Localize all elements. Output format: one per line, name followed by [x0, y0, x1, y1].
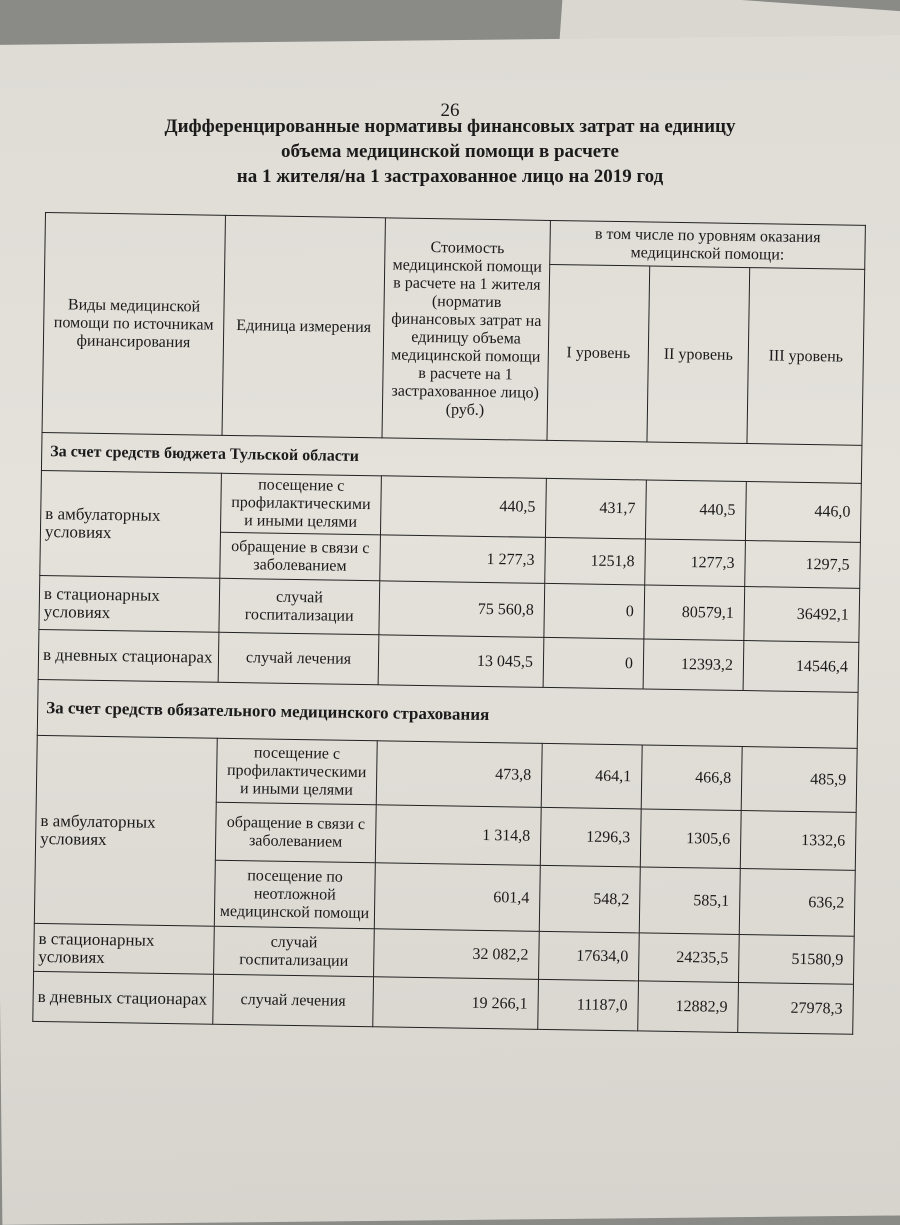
- row-kind: в дневных стационарах: [38, 629, 219, 682]
- row-cost: 32 082,2: [374, 929, 540, 980]
- title-line-3: на 1 жителя/на 1 застрахованное лицо на 2019 год: [236, 166, 664, 187]
- row-level-3: 485,9: [741, 747, 857, 813]
- section-title-budget: За счет средств бюджета Тульской области: [41, 432, 862, 483]
- row-level-2: 1277,3: [645, 539, 746, 587]
- row-unit: случай лечения: [218, 632, 379, 685]
- title-line-2: объема медицинской помощи в расчете: [280, 141, 619, 162]
- row-kind: в стационарных условиях: [34, 923, 215, 974]
- row-level-1: 17634,0: [539, 931, 640, 981]
- row-unit: посещение с профилактическими и иными целями: [216, 738, 377, 805]
- row-level-1: 1251,8: [545, 537, 646, 585]
- document-title: [60, 114, 840, 189]
- header-level-3: III уровень: [747, 268, 865, 446]
- row-level-1: 1296,3: [540, 807, 641, 867]
- row-unit: обращение в связи с заболеванием: [220, 532, 381, 581]
- row-level-3: 636,2: [739, 869, 855, 937]
- row-kind: в амбулаторных условиях: [34, 735, 217, 926]
- row-level-1: 0: [544, 583, 645, 639]
- row-unit: случай госпитализации: [219, 578, 380, 635]
- row-cost: 75 560,8: [379, 581, 545, 638]
- row-level-1: 431,7: [545, 478, 646, 539]
- row-unit: случай лечения: [213, 974, 374, 1027]
- row-unit: обращение в связи с заболеванием: [215, 802, 376, 863]
- row-cost: 601,4: [374, 863, 540, 932]
- row-level-1: 11187,0: [538, 979, 639, 1031]
- header-cost: Стоимость медицинской помощи в расчете на 1 жителя (норматив финансовых затрат на единицу объема медицинской помощи в расчете на 1 застрахованное лицо) (руб.): [382, 218, 550, 441]
- row-kind: в дневных стационарах: [33, 971, 214, 1024]
- row-level-3: 36492,1: [744, 587, 860, 643]
- row-level-3: 1297,5: [745, 541, 861, 589]
- header-level-2: II уровень: [647, 266, 750, 444]
- section-title-oms: За счет средств обязательного медицинского страхования: [37, 679, 858, 748]
- row-level-2: 585,1: [639, 867, 740, 935]
- row-level-1: 464,1: [541, 743, 642, 809]
- page-number: 26: [440, 100, 460, 121]
- row-level-2: 440,5: [645, 480, 746, 541]
- table-row: [41, 470, 862, 542]
- row-cost: 1 277,3: [380, 535, 546, 584]
- row-level-2: 24235,5: [638, 933, 739, 983]
- header-unit: Единица измерения: [222, 215, 385, 437]
- row-unit: посещение с профилактическими и иными целями: [220, 473, 381, 535]
- row-level-1: 548,2: [539, 865, 640, 933]
- cost-norms-table: [32, 212, 866, 1035]
- row-cost: 473,8: [376, 741, 542, 808]
- row-cost: 19 266,1: [373, 977, 539, 1030]
- table-row: [36, 735, 857, 812]
- row-unit: случай госпитализации: [214, 926, 375, 977]
- header-levels-group: в том числе по уровням оказания медицинской помощи:: [550, 220, 866, 269]
- row-level-2: 80579,1: [644, 585, 745, 641]
- row-level-2: 12882,9: [638, 981, 739, 1033]
- row-cost: 1 314,8: [375, 805, 541, 866]
- row-kind: в стационарных условиях: [39, 575, 220, 632]
- row-level-2: 466,8: [641, 745, 742, 811]
- row-cost: 13 045,5: [378, 635, 544, 688]
- row-level-3: 446,0: [745, 482, 861, 543]
- row-level-3: 14546,4: [743, 641, 859, 693]
- row-kind: в амбулаторных условиях: [40, 470, 222, 578]
- row-cost: 440,5: [380, 476, 546, 538]
- row-level-3: 27978,3: [738, 982, 854, 1034]
- title-line-1: Дифференцированные нормативы финансовых затрат на единицу: [164, 116, 736, 137]
- row-unit: посещение по неотложной медицинской помощи: [214, 860, 375, 929]
- row-level-2: 12393,2: [643, 639, 744, 691]
- row-level-1: 0: [543, 637, 644, 689]
- header-kind: Виды медицинской помощи по источникам финансирования: [42, 213, 225, 436]
- row-level-2: 1305,6: [640, 809, 741, 869]
- header-level-1: I уровень: [547, 264, 650, 442]
- row-level-3: 51580,9: [738, 934, 854, 984]
- row-level-3: 1332,6: [740, 811, 856, 871]
